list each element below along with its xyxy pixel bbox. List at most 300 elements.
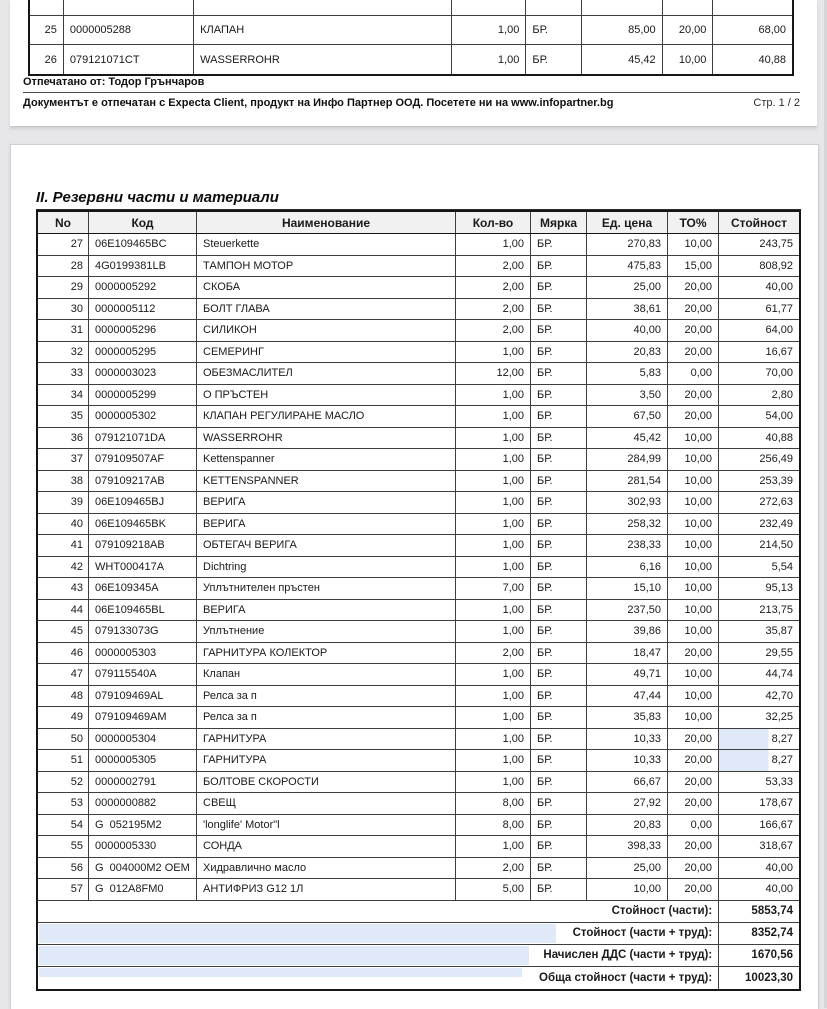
cell-unit: БР. (531, 277, 587, 298)
cell-no: 49 (38, 707, 89, 728)
cell-unit: БР. (531, 578, 587, 599)
table-row (38, 471, 799, 493)
cell-value: 256,49 (759, 453, 793, 466)
cell-price: 238,33 (587, 535, 668, 556)
cell-code: 0000002791 (89, 772, 197, 793)
cell-qty: 1,00 (456, 707, 531, 728)
cell-name: ТАМПОН МОТОР (197, 256, 456, 277)
cell-qty: 1,00 (456, 750, 531, 771)
cell-price: 475,83 (587, 256, 668, 277)
cell-code: 0000005330 (89, 836, 197, 857)
column-header-code: Код (89, 212, 197, 233)
table-row (38, 557, 799, 579)
cell-code: 079109217AB (89, 471, 197, 492)
cell-code: 0000005302 (89, 406, 197, 427)
cell-price: 3,50 (587, 385, 668, 406)
cell-qty: 5,00 (456, 879, 531, 900)
cell-price: 237,50 (587, 600, 668, 621)
selection-highlight (39, 946, 529, 965)
cell-to: 10,00 (668, 514, 719, 535)
cell-no: 53 (38, 793, 89, 814)
cell-code: WHT000417A (89, 557, 197, 578)
cell-unit: БР. (531, 750, 587, 771)
cell-to: 20,00 (668, 342, 719, 363)
cell-price: 281,54 (587, 471, 668, 492)
cell-value: 272,63 (759, 496, 793, 509)
cell-name: Kettenspanner (197, 449, 456, 470)
cell-qty: 1,00 (456, 535, 531, 556)
cell-price: 398,33 (587, 836, 668, 857)
cell-name: СИЛИКОН (197, 320, 456, 341)
cell-value: 40,00 (765, 883, 793, 896)
totals-row (38, 945, 799, 967)
cell-unit: БР. (531, 385, 587, 406)
cell-qty (452, 0, 527, 15)
cell-code (64, 0, 194, 15)
totals-row (38, 967, 799, 989)
cell-code: 06E109465BC (89, 234, 197, 255)
cell-unit: БР. (531, 557, 587, 578)
cell-to (663, 0, 714, 15)
cell-to: 10,00 (668, 471, 719, 492)
footer-divider (23, 92, 800, 93)
table-row (38, 406, 799, 428)
cell-name (194, 0, 452, 15)
cell-no: 41 (38, 535, 89, 556)
cell-name: КЛАПАН РЕГУЛИРАНЕ МАСЛО (197, 406, 456, 427)
cell-code: 079109218AB (89, 535, 197, 556)
cell-to: 20,00 (663, 16, 714, 44)
cell-no: 36 (38, 428, 89, 449)
cell-code: G 052195M2 (89, 815, 197, 836)
table-header-row (38, 212, 799, 234)
table-row (38, 836, 799, 858)
cell-value: 243,75 (759, 238, 793, 251)
cell-price: 258,32 (587, 514, 668, 535)
cell-value: 40,88 (758, 53, 786, 66)
cell-to: 10,00 (668, 428, 719, 449)
cell-unit: БР. (531, 320, 587, 341)
cell-no: 31 (38, 320, 89, 341)
cell-name: Клапан (197, 664, 456, 685)
cell-no: 33 (38, 363, 89, 384)
totals-label: Стойност (части): (38, 901, 719, 922)
table-row (38, 643, 799, 665)
cell-value: 8,27 (719, 729, 799, 750)
cell-name: ВЕРИГА (197, 600, 456, 621)
cell-unit: БР. (531, 342, 587, 363)
cell-no: 27 (38, 234, 89, 255)
cell-unit: БР. (531, 428, 587, 449)
cell-unit: БР. (531, 299, 587, 320)
cell-code: 06E109465BL (89, 600, 197, 621)
cell-price (582, 0, 663, 15)
cell-to: 0,00 (668, 363, 719, 384)
cell-value: 318,67 (759, 840, 793, 853)
cell-qty: 2,00 (456, 299, 531, 320)
table-row-partial (30, 0, 792, 16)
cell-code: 079109469AM (89, 707, 197, 728)
cell-unit: БР. (531, 256, 587, 277)
cell-to: 10,00 (668, 621, 719, 642)
cell-price: 25,00 (587, 858, 668, 879)
cell-qty: 1,00 (456, 557, 531, 578)
cell-unit: БР. (531, 643, 587, 664)
cell-unit (526, 0, 582, 15)
cell-qty: 1,00 (456, 836, 531, 857)
cell-name: БОЛТ ГЛАВА (197, 299, 456, 320)
cell-value: 42,70 (765, 689, 793, 702)
cell-price: 270,83 (587, 234, 668, 255)
footer-line (23, 97, 800, 109)
totals-label: Стойност (части + труд): (38, 923, 719, 944)
cell-qty: 1,00 (452, 45, 527, 74)
cell-no: 50 (38, 729, 89, 750)
table-row (38, 385, 799, 407)
cell-unit: БР. (526, 45, 582, 74)
cell-to: 10,00 (668, 492, 719, 513)
column-header-qty: Кол-во (456, 212, 531, 233)
cell-to: 0,00 (668, 815, 719, 836)
cell-unit: БР. (531, 879, 587, 900)
column-header-unit: Мярка (531, 212, 587, 233)
cell-no: 40 (38, 514, 89, 535)
cell-code: 0000003023 (89, 363, 197, 384)
cell-to: 10,00 (668, 664, 719, 685)
table-row (38, 449, 799, 471)
cell-price: 49,71 (587, 664, 668, 685)
table-row (38, 750, 799, 772)
table-row (38, 342, 799, 364)
table-row (38, 621, 799, 643)
cell-code: 0000005299 (89, 385, 197, 406)
column-header-value: Стойност (730, 215, 788, 230)
cell-to: 20,00 (668, 836, 719, 857)
cell-value: 178,67 (759, 797, 793, 810)
cell-price: 6,16 (587, 557, 668, 578)
cell-to: 20,00 (668, 772, 719, 793)
cell-value: 8,27 (719, 750, 799, 771)
page-1 (10, 0, 817, 127)
parts-table-page2 (36, 210, 801, 991)
cell-unit: БР. (531, 492, 587, 513)
cell-qty: 1,00 (456, 729, 531, 750)
cell-name: Уплътнение (197, 621, 456, 642)
cell-code: 0000005305 (89, 750, 197, 771)
printed-by-label: Отпечатано от: Тодор Грънчаров (23, 76, 205, 88)
cell-price: 39,86 (587, 621, 668, 642)
cell-value: 40,00 (765, 281, 793, 294)
cell-unit: БР. (531, 664, 587, 685)
cell-unit: БР. (531, 406, 587, 427)
table-row (38, 707, 799, 729)
totals-label: Обща стойност (части + труд): (38, 967, 719, 989)
selection-highlight (39, 968, 522, 977)
table-row (30, 45, 792, 74)
cell-value: 44,74 (765, 668, 793, 681)
cell-no: 30 (38, 299, 89, 320)
cell-unit: БР. (531, 600, 587, 621)
cell-no: 55 (38, 836, 89, 857)
cell-code: G 004000M2 OEM (89, 858, 197, 879)
cell-qty: 1,00 (456, 492, 531, 513)
cell-name: СКОБА (197, 277, 456, 298)
cell-no: 56 (38, 858, 89, 879)
cell-name: KETTENSPANNER (197, 471, 456, 492)
cell-value: 64,00 (765, 324, 793, 337)
page-2 (10, 144, 819, 1009)
cell-to: 20,00 (668, 406, 719, 427)
cell-price: 66,67 (587, 772, 668, 793)
cell-to: 10,00 (668, 578, 719, 599)
cell-no: 48 (38, 686, 89, 707)
cell-price: 10,33 (587, 729, 668, 750)
cell-to: 10,00 (668, 234, 719, 255)
cell-price: 20,83 (587, 342, 668, 363)
cell-name: Steuerkette (197, 234, 456, 255)
cell-no: 47 (38, 664, 89, 685)
cell-name: WASSERROHR (197, 428, 456, 449)
cell-value: 166,67 (759, 818, 793, 831)
cell-unit: БР. (531, 535, 587, 556)
cell-code: 079115540A (89, 664, 197, 685)
table-row (38, 664, 799, 686)
cell-unit: БР. (531, 815, 587, 836)
cell-name: СОНДА (197, 836, 456, 857)
cell-value: 61,77 (765, 302, 793, 315)
cell-price: 302,93 (587, 492, 668, 513)
cell-price: 27,92 (587, 793, 668, 814)
cell-unit: БР. (531, 471, 587, 492)
cell-price: 38,61 (587, 299, 668, 320)
cell-no: 32 (38, 342, 89, 363)
cell-value: 213,75 (759, 603, 793, 616)
cell-to: 20,00 (668, 277, 719, 298)
cell-unit: БР. (531, 707, 587, 728)
cell-qty: 8,00 (456, 793, 531, 814)
cell-price: 47,44 (587, 686, 668, 707)
table-row (38, 514, 799, 536)
cell-name: СВЕЩ (197, 793, 456, 814)
table-row (38, 772, 799, 794)
cell-qty: 12,00 (456, 363, 531, 384)
cell-price: 45,42 (582, 45, 663, 74)
totals-row (38, 901, 799, 923)
cell-to: 20,00 (668, 879, 719, 900)
cell-to: 20,00 (668, 729, 719, 750)
cell-unit: БР. (531, 234, 587, 255)
totals-value: 1670,56 (751, 949, 793, 961)
cell-code: 0000005288 (64, 16, 194, 44)
cell-to: 10,00 (668, 686, 719, 707)
cell-name: АНТИФРИЗ G12 1Л (197, 879, 456, 900)
cell-to: 10,00 (668, 600, 719, 621)
cell-value: 16,67 (765, 345, 793, 358)
table-row (38, 793, 799, 815)
cell-price: 25,00 (587, 277, 668, 298)
cell-code: 079121071DA (89, 428, 197, 449)
cell-price: 85,00 (582, 16, 663, 44)
cell-name: БОЛТОВЕ СКОРОСТИ (197, 772, 456, 793)
cell-to: 10,00 (668, 535, 719, 556)
cell-to: 10,00 (668, 707, 719, 728)
cell-unit: БР. (531, 363, 587, 384)
selection-highlight (39, 924, 556, 943)
cell-to: 15,00 (668, 256, 719, 277)
table-row (38, 858, 799, 880)
cell-no: 38 (38, 471, 89, 492)
cell-unit: БР. (531, 793, 587, 814)
cell-no: 42 (38, 557, 89, 578)
cell-code: 0000005295 (89, 342, 197, 363)
cell-unit: БР. (531, 772, 587, 793)
cell-value: 29,55 (765, 646, 793, 659)
table-row (38, 234, 799, 256)
cell-price: 15,10 (587, 578, 668, 599)
column-header-to: ТО% (668, 212, 719, 233)
cell-qty: 1,00 (456, 600, 531, 621)
cell-to: 10,00 (663, 45, 714, 74)
cell-qty: 7,00 (456, 578, 531, 599)
cell-qty: 1,00 (456, 449, 531, 470)
cell-qty: 1,00 (456, 342, 531, 363)
table-row (38, 686, 799, 708)
cell-to: 20,00 (668, 385, 719, 406)
cell-value: 2,80 (771, 388, 793, 401)
cell-no: 37 (38, 449, 89, 470)
cell-price: 20,83 (587, 815, 668, 836)
cell-name: WASSERROHR (194, 45, 452, 74)
cell-unit: БР. (531, 858, 587, 879)
cell-unit: БР. (531, 729, 587, 750)
table-row (38, 299, 799, 321)
table-row (38, 729, 799, 751)
cell-to: 20,00 (668, 320, 719, 341)
cell-qty: 1,00 (456, 234, 531, 255)
totals-value: 8352,74 (751, 927, 793, 939)
cell-name: ВЕРИГА (197, 514, 456, 535)
table-row (38, 535, 799, 557)
cell-name: Dichtring (197, 557, 456, 578)
table-row (38, 600, 799, 622)
table-row (38, 578, 799, 600)
cell-name: О ПРЪСТЕН (197, 385, 456, 406)
cell-code: 079109469AL (89, 686, 197, 707)
cell-qty: 1,00 (456, 514, 531, 535)
table-row (30, 16, 792, 45)
cell-qty: 1,00 (456, 621, 531, 642)
cell-unit: БР. (531, 514, 587, 535)
cell-no: 25 (30, 16, 64, 44)
cell-code: 0000005292 (89, 277, 197, 298)
cell-code: 079109507AF (89, 449, 197, 470)
cell-qty: 1,00 (456, 385, 531, 406)
table-row (38, 256, 799, 278)
cell-to: 20,00 (668, 299, 719, 320)
cell-code: 06E109465BJ (89, 492, 197, 513)
cell-code: 0000005112 (89, 299, 197, 320)
cell-no: 46 (38, 643, 89, 664)
cell-code: 0000005303 (89, 643, 197, 664)
cell-no: 29 (38, 277, 89, 298)
totals-row (38, 923, 799, 945)
cell-price: 10,00 (587, 879, 668, 900)
table-row (38, 320, 799, 342)
cell-code: 4G0199381LB (89, 256, 197, 277)
cell-no: 35 (38, 406, 89, 427)
cell-name: ГАРНИТУРА КОЛЕКТОР (197, 643, 456, 664)
cell-unit: БР. (531, 621, 587, 642)
cell-name: Уплътнителен пръстен (197, 578, 456, 599)
cell-to: 10,00 (668, 557, 719, 578)
cell-no (30, 0, 64, 15)
cell-qty: 1,00 (456, 406, 531, 427)
cell-value: 54,00 (765, 410, 793, 423)
cell-unit: БР. (531, 686, 587, 707)
table-row (38, 492, 799, 514)
cell-no: 57 (38, 879, 89, 900)
cell-qty: 8,00 (456, 815, 531, 836)
cell-price: 40,00 (587, 320, 668, 341)
table-row (38, 428, 799, 450)
cell-name: Хидравлично масло (197, 858, 456, 879)
cell-name: ОБТЕГАЧ ВЕРИГА (197, 535, 456, 556)
column-header-price: Ед. цена (587, 212, 668, 233)
cell-no: 39 (38, 492, 89, 513)
totals-value: 10023,30 (745, 971, 793, 984)
cell-no: 44 (38, 600, 89, 621)
cell-name: ГАРНИТУРА (197, 750, 456, 771)
cell-to: 20,00 (668, 750, 719, 771)
cell-qty: 1,00 (452, 16, 527, 44)
cell-value: 253,39 (759, 474, 793, 487)
cell-name: ВЕРИГА (197, 492, 456, 513)
column-header-name: Наименование (197, 212, 456, 233)
cell-price: 284,99 (587, 449, 668, 470)
cell-price: 5,83 (587, 363, 668, 384)
cell-value: 808,92 (759, 259, 793, 272)
cell-no: 43 (38, 578, 89, 599)
cell-qty: 2,00 (456, 858, 531, 879)
app-credit-text: Документът е отпечатан с Expecta Client, продукт на Инфо Партнер ООД. Посетете ни на www.infopartner.bg (23, 97, 614, 109)
cell-unit: БР. (531, 836, 587, 857)
cell-value: 53,33 (765, 775, 793, 788)
cell-no: 52 (38, 772, 89, 793)
cell-code: 06E109345A (89, 578, 197, 599)
cell-code: 0000005296 (89, 320, 197, 341)
cell-value: 35,87 (765, 625, 793, 638)
cell-value: 68,00 (758, 24, 786, 36)
column-header-no: No (38, 212, 89, 233)
cell-code: 079121071CT (64, 45, 194, 74)
page-number-label: Стр. 1 / 2 (753, 97, 800, 109)
cell-name: ГАРНИТУРА (197, 729, 456, 750)
parts-table-page1 (28, 0, 794, 76)
cell-value: 40,00 (765, 861, 793, 874)
cell-value: 95,13 (765, 582, 793, 595)
cell-value: 5,54 (771, 560, 793, 573)
cell-no: 26 (30, 45, 64, 74)
cell-qty: 1,00 (456, 471, 531, 492)
cell-value: 214,50 (759, 539, 793, 552)
cell-code: 0000005304 (89, 729, 197, 750)
cell-name: Релса за п (197, 686, 456, 707)
section-heading: II. Резервни части и материали (36, 189, 801, 211)
cell-name: КЛАПАН (194, 16, 452, 44)
cell-qty: 2,00 (456, 256, 531, 277)
cell-code: 06E109465BK (89, 514, 197, 535)
cell-no: 51 (38, 750, 89, 771)
